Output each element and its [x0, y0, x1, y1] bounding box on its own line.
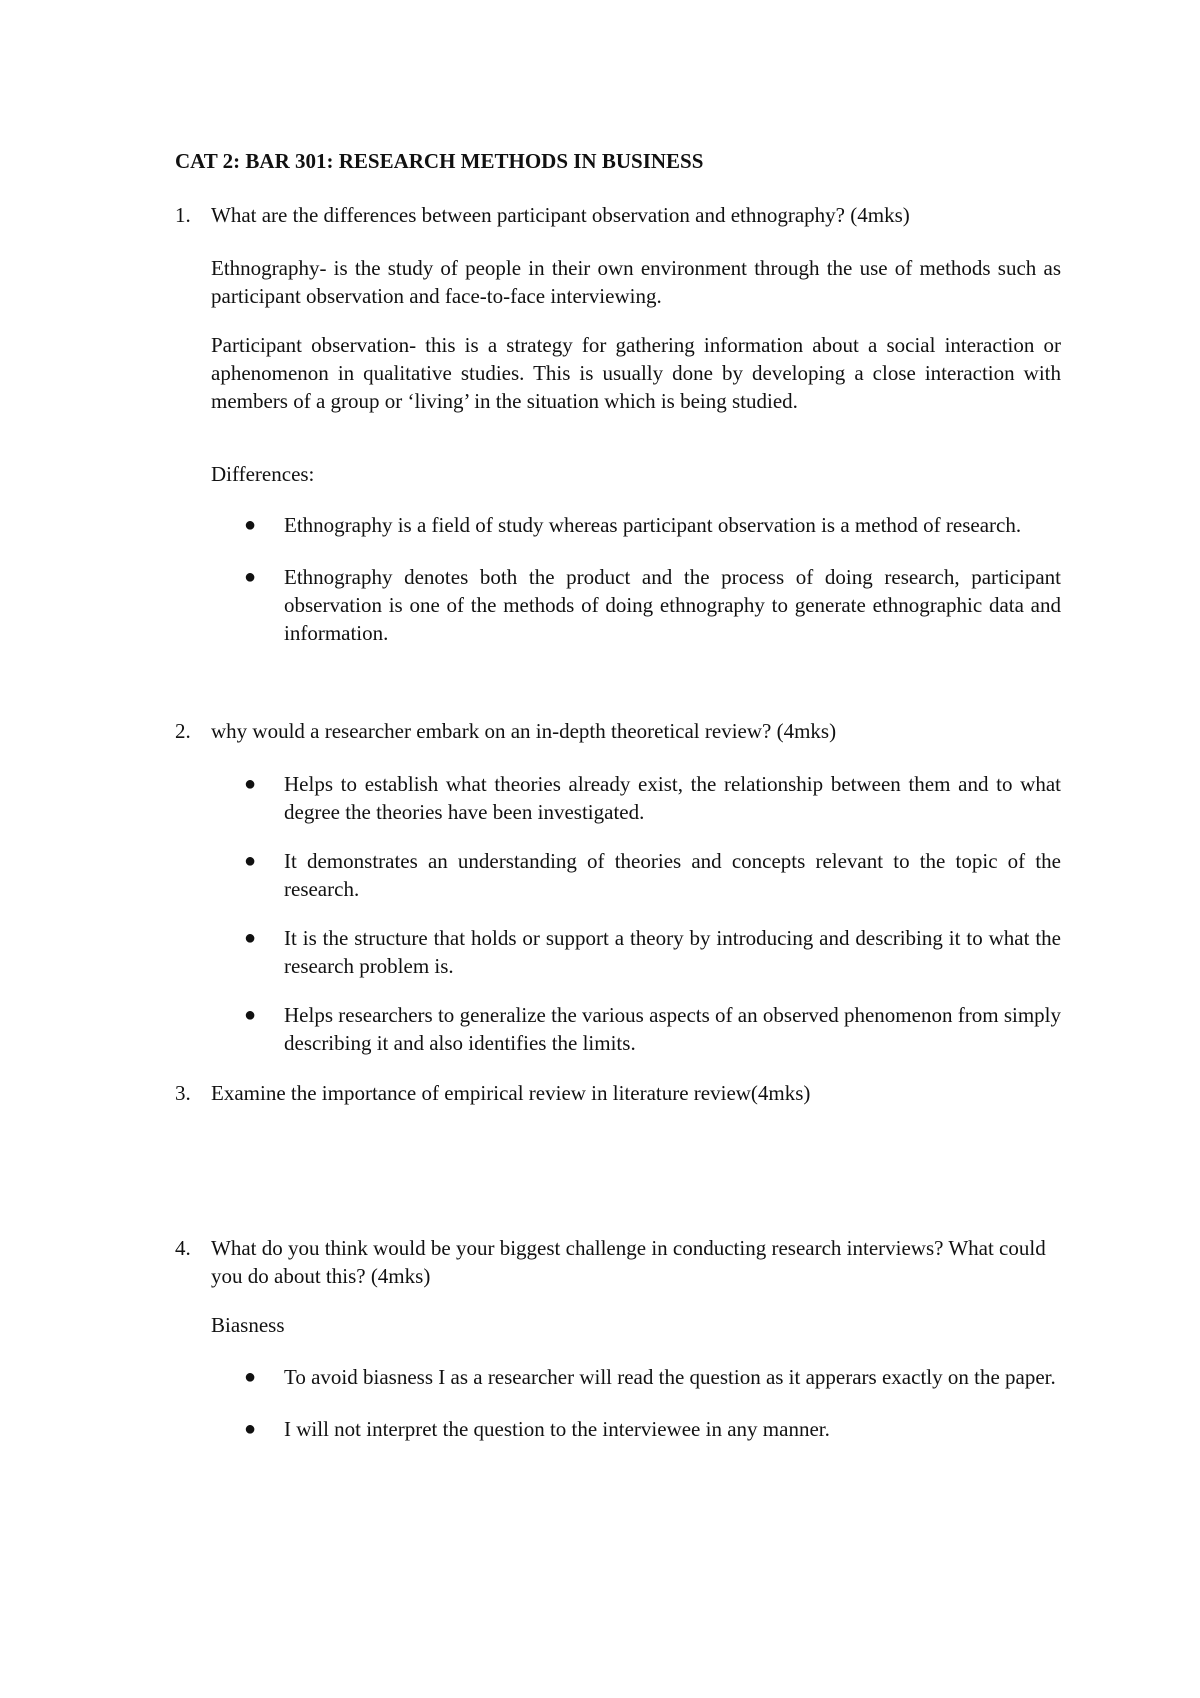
bullet-icon: ● — [244, 850, 257, 872]
bullet-icon: ● — [244, 773, 257, 795]
bullet-icon: ● — [244, 1004, 257, 1026]
question-1-text: What are the differences between participant observation and ethnography? (4mks) — [211, 203, 910, 227]
question-2-bullet-2: It demonstrates an understanding of theories and concepts relevant to the topic of the research. — [284, 849, 1061, 901]
bullet-icon: ● — [244, 566, 257, 588]
question-4-paragraph-biasness: Biasness — [211, 1313, 285, 1337]
question-2-text: why would a researcher embark on an in-depth theoretical review? (4mks) — [211, 719, 837, 743]
bullet-icon: ● — [244, 1418, 257, 1440]
question-1-bullet-1: Ethnography is a field of study whereas participant observation is a method of research. — [284, 513, 1022, 537]
bullet-icon: ● — [244, 1366, 257, 1388]
question-1-paragraph-participant-observation: Participant observation- this is a strategy for gathering information about a social interaction or aphenomenon in qualitative studies. This is usually done by developing a close interaction with members of a group or ‘living’ in the situation which is being studied. — [211, 333, 1061, 413]
question-4-bullet-2: I will not interpret the question to the interviewee in any manner. — [284, 1417, 830, 1441]
bullet-icon: ● — [244, 514, 257, 536]
question-3-number: 3. — [175, 1081, 191, 1105]
question-1-paragraph-ethnography: Ethnography- is the study of people in their own environment through the use of methods such as participant observation and face-to-face interviewing. — [211, 256, 1061, 308]
question-1-number: 1. — [175, 203, 191, 227]
document-title: CAT 2: BAR 301: RESEARCH METHODS IN BUSINESS — [175, 149, 704, 173]
question-1-bullet-2: Ethnography denotes both the product and the process of doing research, participant observation is one of the methods of doing ethnography to generate ethnographic data and information. — [284, 565, 1061, 645]
bullet-icon: ● — [244, 927, 257, 949]
question-3-text: Examine the importance of empirical review in literature review(4mks) — [211, 1081, 811, 1105]
question-2-number: 2. — [175, 719, 191, 743]
question-2-bullet-4: Helps researchers to generalize the various aspects of an observed phenomenon from simply describing it and also identifies the limits. — [284, 1003, 1061, 1055]
question-4-number: 4. — [175, 1236, 191, 1260]
question-4-bullet-1: To avoid biasness I as a researcher will read the question as it apperars exactly on the paper. — [284, 1365, 1056, 1389]
question-1-paragraph-differences: Differences: — [211, 462, 315, 486]
question-4-text: What do you think would be your biggest challenge in conducting research interviews? What could you do about this? (4mks) — [211, 1236, 1046, 1288]
question-2-bullet-3: It is the structure that holds or support a theory by introducing and describing it to what the research problem is. — [284, 926, 1061, 978]
question-2-bullet-1: Helps to establish what theories already exist, the relationship between them and to what degree the theories have been investigated. — [284, 772, 1061, 824]
